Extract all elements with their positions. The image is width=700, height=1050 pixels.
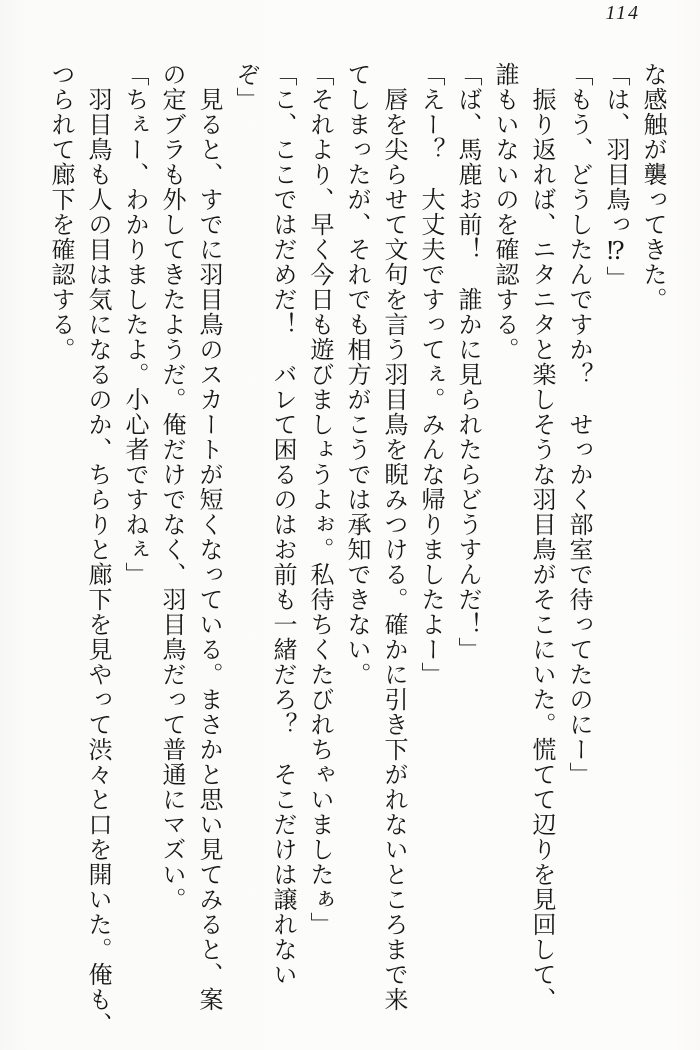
text-column-5: 誰もいないのを確認する。 [491, 62, 517, 362]
text-column-2: 「は、羽目鳥っ⁉」 [602, 62, 628, 291]
text-column-11: 「こ、ここではだめだ！ バレて困るのはお前も一緒だろ？ そこだけは譲れない [269, 62, 295, 987]
text-column-3: 「もう、どうしたんですか？ せっかく部室で待ってたのにー」 [565, 62, 591, 787]
text-column-6: 「ば、馬鹿お前！ 誰かに見られたらどうすんだ！」 [454, 62, 480, 662]
text-column-12: ぞ」 [232, 62, 258, 112]
text-column-13: 見ると、すでに羽目鳥のスカートが短くなっている。まさかと思い見てみると、案 [195, 62, 221, 1012]
text-column-17: つられて廊下を確認する。 [47, 62, 73, 362]
text-column-14: の定ブラも外してきたようだ。俺だけでなく、羽目鳥だって普通にマズい。 [158, 62, 184, 912]
text-column-1: な感触が襲ってきた。 [639, 62, 665, 312]
text-column-8: 唇を尖らせて文句を言う羽目鳥を睨みつける。確かに引き下がれないところまで来 [380, 62, 406, 1012]
page-number: 114 [605, 2, 640, 24]
text-column-9: てしまったが、それでも相方がこうでは承知できない。 [343, 62, 369, 687]
text-column-4: 振り返れば、ニタニタと楽しそうな羽目鳥がそこにいた。慌てて辺りを見回して、 [528, 62, 554, 1012]
text-column-10: 「それより、早く今日も遊びましょうよぉ。私待ちくたびれちゃいましたぁ」 [306, 62, 332, 937]
text-column-7: 「えー？ 大丈夫ですってぇ。みんな帰りましたよー」 [417, 62, 443, 687]
text-column-16: 羽目鳥も人の目は気になるのか、ちらりと廊下を見やって渋々と口を開いた。俺も、 [84, 62, 110, 1037]
text-column-15: 「ちぇー、わかりましたよ。小心者ですねぇ」 [121, 62, 147, 587]
text-block [41, 62, 670, 1048]
